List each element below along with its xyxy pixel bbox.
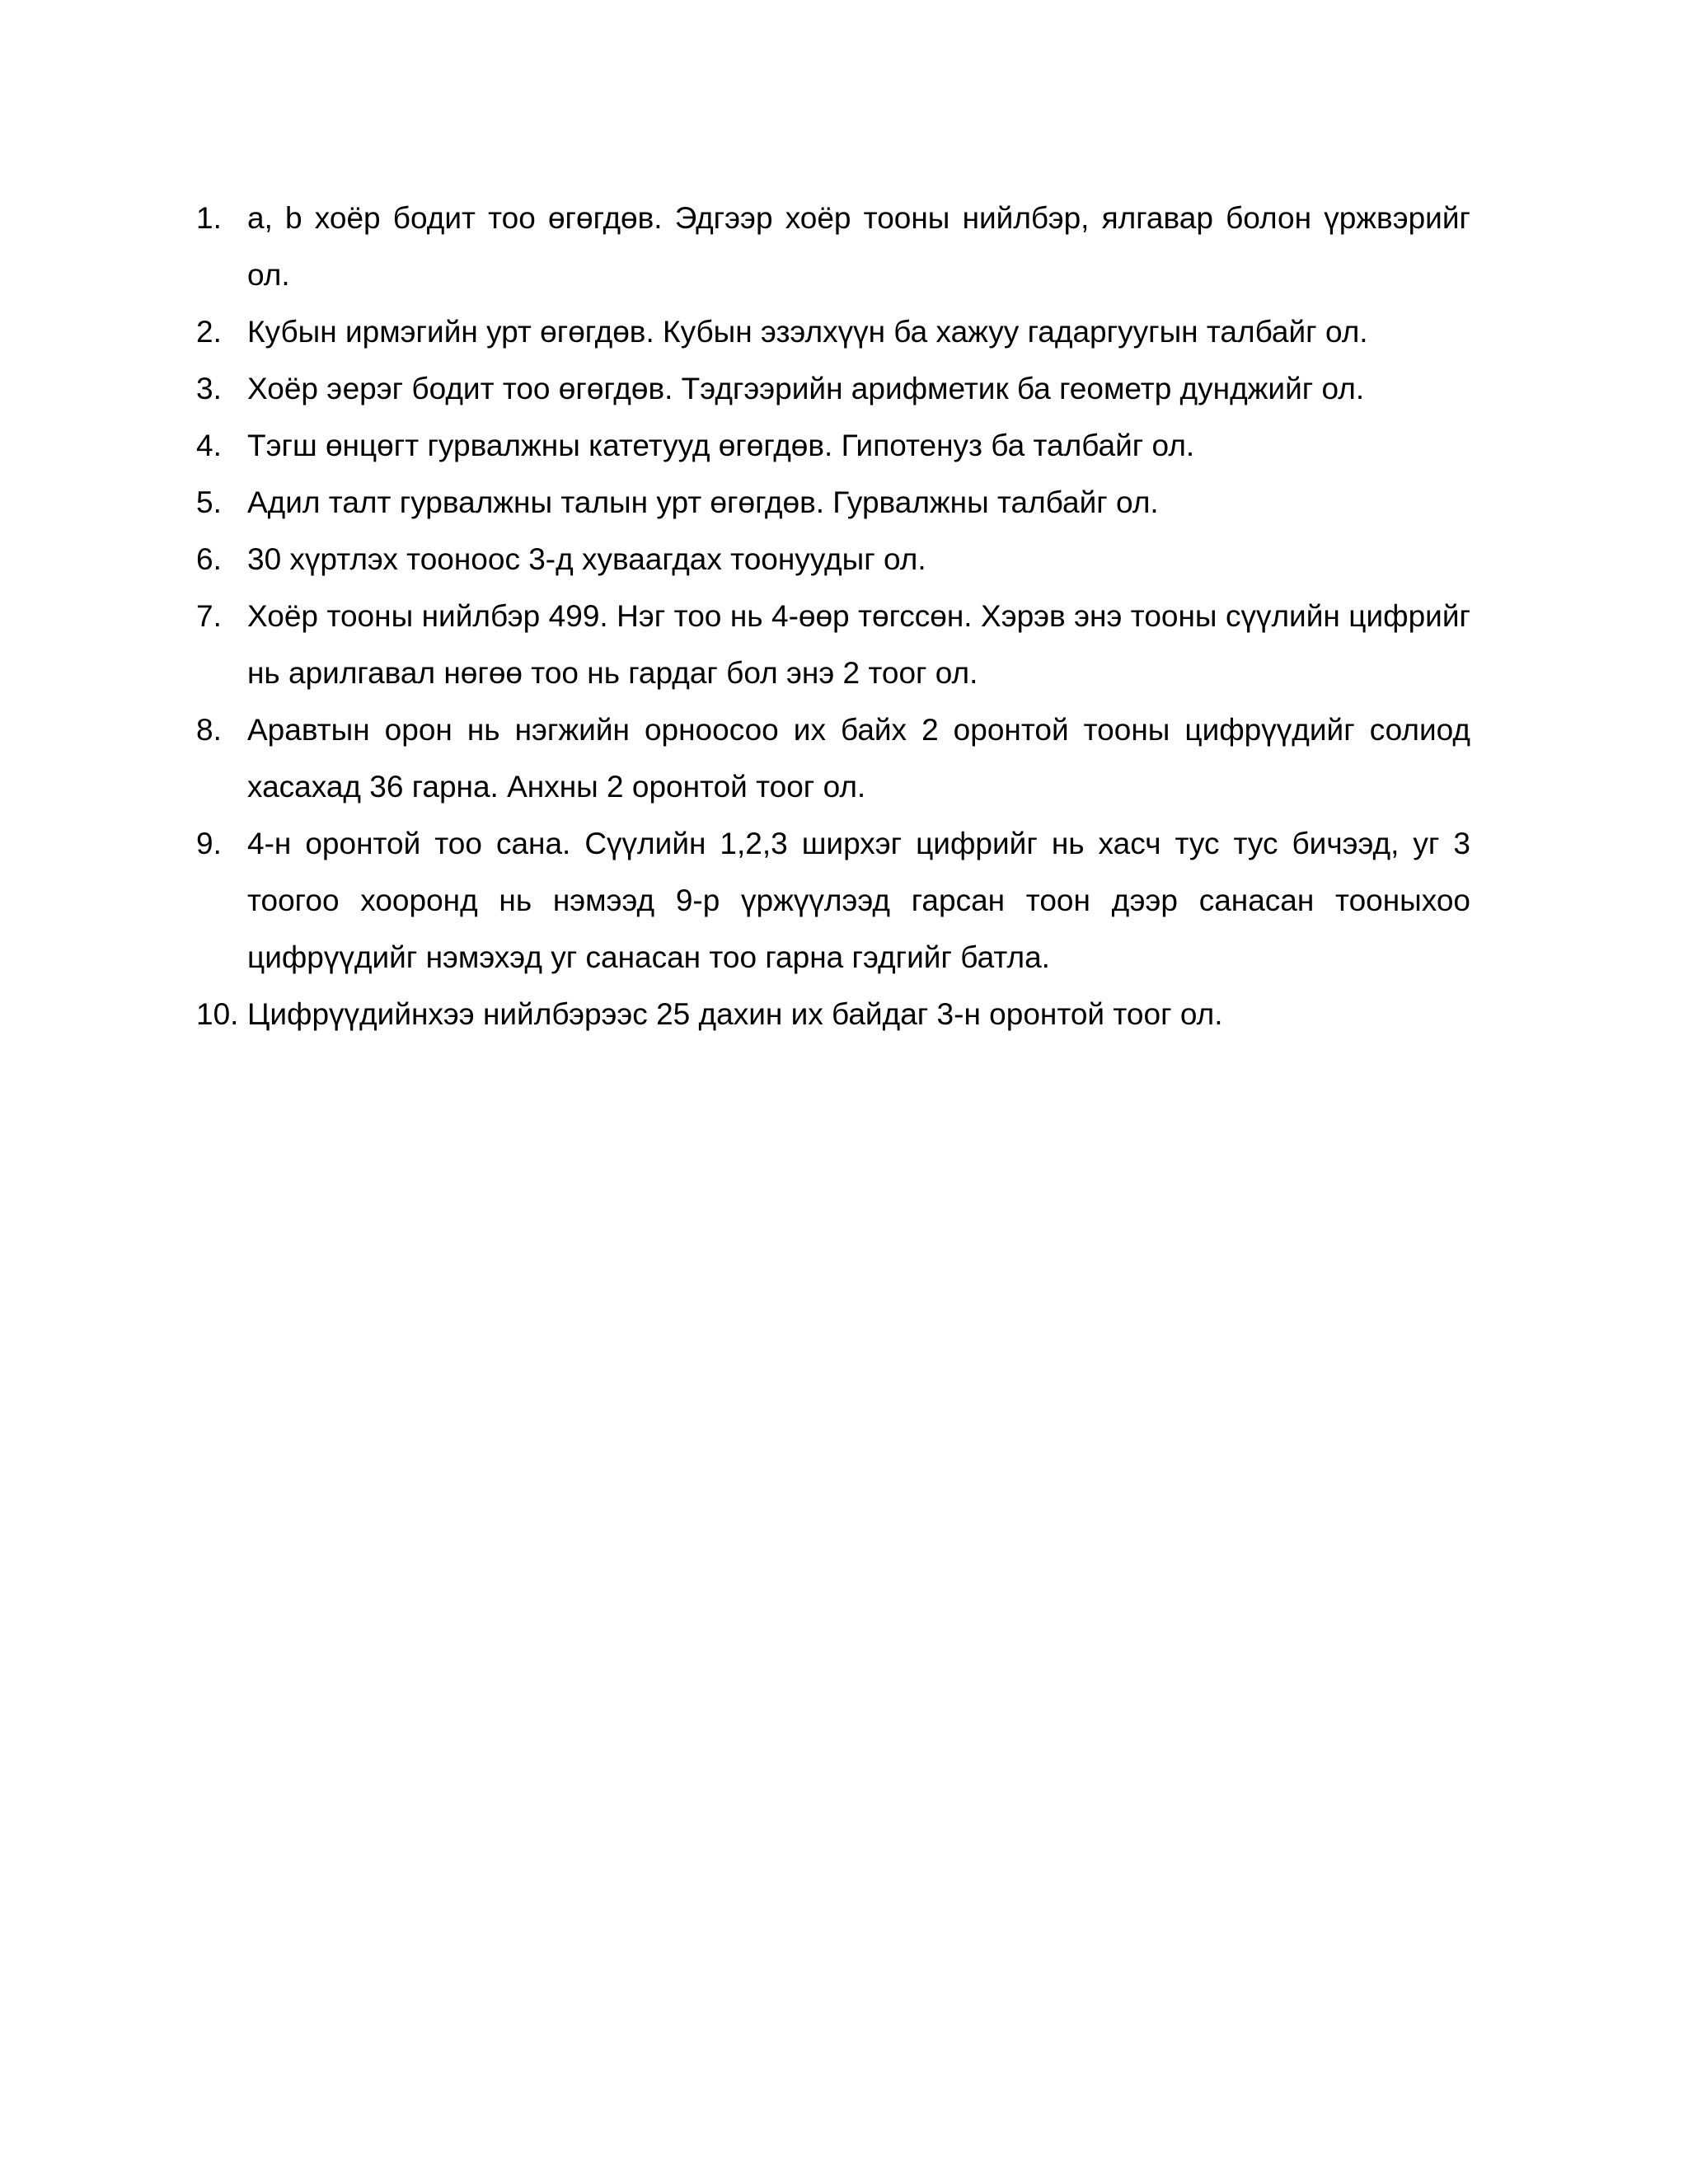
problem-number: 9. bbox=[196, 827, 222, 860]
problem-number: 1. bbox=[196, 201, 222, 235]
problem-number: 7. bbox=[196, 599, 222, 633]
problem-number: 10. bbox=[196, 997, 239, 1031]
problem-number: 8. bbox=[196, 713, 222, 747]
problem-text: a, b хоёр бодит тоо өгөгдөв. Эдгээр хоёр тооны нийлбэр, ялгавар болон үржвэрийг ол. bbox=[247, 201, 1470, 292]
problem-text: Хоёр тооны нийлбэр 499. Нэг тоо нь 4-өөр төгссөн. Хэрэв энэ тооны сүүлийн цифрийг нь арилгавал нөгөө тоо нь гардаг бол энэ 2 тоог ол. bbox=[247, 599, 1470, 690]
problem-text: Аравтын орон нь нэгжийн орноосоо их байх 2 оронтой тооны цифрүүдийг солиод хасахад 36 гарна. Анхны 2 оронтой тоог ол. bbox=[247, 713, 1470, 804]
problem-text: Цифрүүдийнхээ нийлбэрээс 25 дахин их байдаг 3-н оронтой тоог ол. bbox=[247, 997, 1223, 1031]
problem-item-5 bbox=[196, 474, 1470, 531]
problem-item-3 bbox=[196, 360, 1470, 417]
problem-item-8 bbox=[196, 701, 1470, 815]
problem-text: Кубын ирмэгийн урт өгөгдөв. Кубын эзэлхүүн ба хажуу гадаргуугын талбайг ол. bbox=[247, 315, 1368, 349]
problem-item-9 bbox=[196, 815, 1470, 986]
problem-number: 2. bbox=[196, 315, 222, 349]
problem-item-2 bbox=[196, 303, 1470, 360]
problem-text: Адил талт гурвалжны талын урт өгөгдөв. Гурвалжны талбайг ол. bbox=[247, 485, 1159, 519]
problem-number: 4. bbox=[196, 429, 222, 462]
problem-text: Хоёр эерэг бодит тоо өгөгдөв. Тэдгээрийн арифметик ба геометр дунджийг ол. bbox=[247, 372, 1365, 405]
problem-number: 3. bbox=[196, 372, 222, 405]
problem-item-10 bbox=[196, 986, 1470, 1043]
problem-number: 6. bbox=[196, 542, 222, 576]
problem-list bbox=[196, 190, 1470, 1043]
problem-item-4 bbox=[196, 417, 1470, 474]
problem-item-6 bbox=[196, 531, 1470, 588]
problem-item-7 bbox=[196, 588, 1470, 701]
problem-item-1 bbox=[196, 190, 1470, 303]
problem-text: Тэгш өнцөгт гурвалжны катетууд өгөгдөв. Гипотенуз ба талбайг ол. bbox=[247, 429, 1195, 462]
problem-text: 30 хүртлэх тооноос 3-д хуваагдах тоонуудыг ол. bbox=[247, 542, 926, 576]
problem-number: 5. bbox=[196, 485, 222, 519]
problem-text: 4-н оронтой тоо сана. Сүүлийн 1,2,3 ширхэг цифрийг нь хасч тус тус бичээд, уг 3 тоогоо хооронд нь нэмээд 9-р үржүүлээд гарсан тоон дээр санасан тооныхоо цифрүүдийг нэмэхэд уг санасан тоо гарна гэдгийг батла. bbox=[247, 827, 1470, 974]
